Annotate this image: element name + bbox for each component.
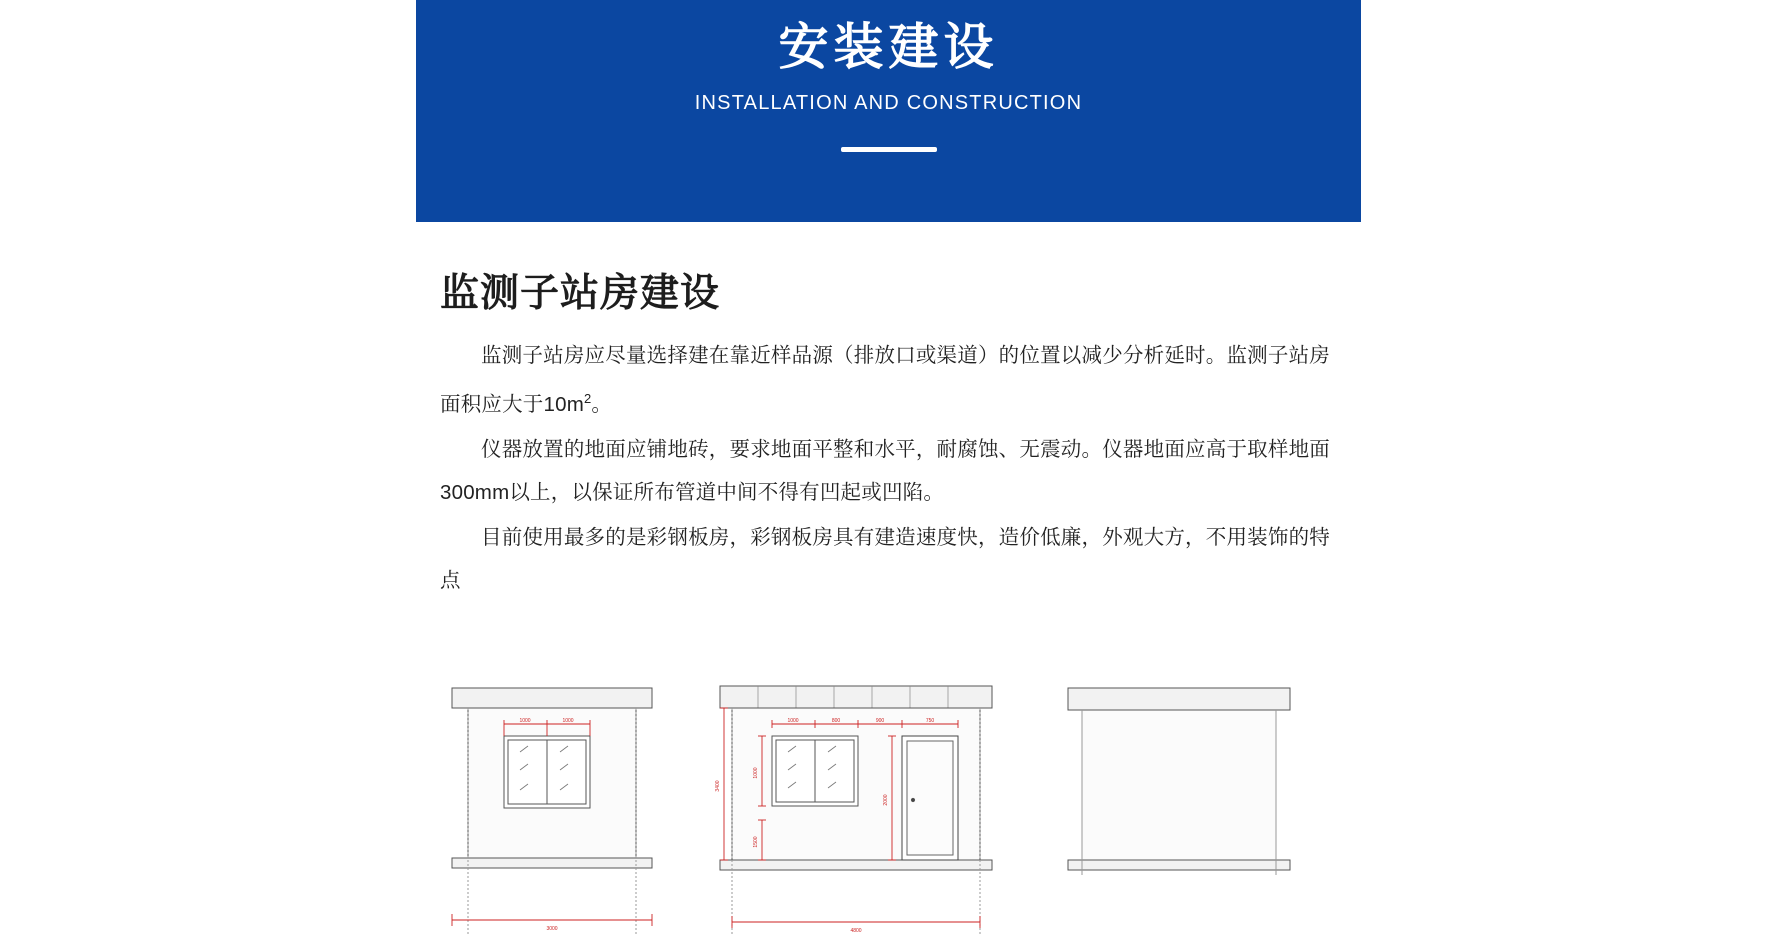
paragraph-1-suffix: 。	[591, 392, 613, 416]
banner-subtitle: INSTALLATION AND CONSTRUCTION	[694, 91, 1083, 114]
dim-label: 4800	[850, 928, 862, 934]
banner-title: 安装建设	[778, 19, 999, 75]
article-body	[440, 262, 1330, 604]
paragraph-1	[440, 334, 1330, 426]
rear-elevation-svg	[1050, 680, 1325, 943]
dim-label: 1000	[519, 718, 531, 724]
drawing-rear-elevation	[1050, 680, 1325, 943]
dim-label: 3400	[715, 780, 721, 792]
dim-label: 3000	[546, 926, 558, 932]
paragraph-3: 目前使用最多的是彩钢板房，彩钢板房具有建造速度快，造价低廉，外观大方，不用装饰的特点	[440, 525, 1330, 592]
paragraph-2: 仪器放置的地面应铺地砖，要求地面平整和水平，耐腐蚀、无震动。仪器地面应高于取样地面300mm以上，以保证所布管道中间不得有凹起或凹陷。	[440, 437, 1330, 504]
side-elevation-svg	[710, 680, 1020, 943]
dim-label: 1500	[753, 836, 759, 848]
drawing-front-elevation	[440, 680, 680, 943]
section-title: 监测子站房建设	[440, 272, 721, 315]
drawing-side-elevation	[710, 680, 1020, 943]
paragraph-1-text: 监测子站房应尽量选择建在靠近样品源（排放口或渠道）的位置以减少分析延时。监测子站房面积应大于10m	[440, 344, 1330, 416]
page-banner	[416, 0, 1361, 222]
paragraph-1-superscript: 2	[583, 391, 592, 406]
front-elevation-svg	[440, 680, 680, 943]
dim-label: 800	[831, 718, 841, 724]
dim-label: 2000	[883, 794, 889, 806]
dim-label: 750	[925, 718, 935, 724]
dim-label: 900	[875, 718, 885, 724]
dim-label: 1000	[562, 718, 574, 724]
banner-divider	[841, 147, 937, 152]
dim-label: 1000	[787, 718, 799, 724]
dim-label: 1000	[753, 767, 759, 779]
drawings-row	[440, 680, 1340, 943]
